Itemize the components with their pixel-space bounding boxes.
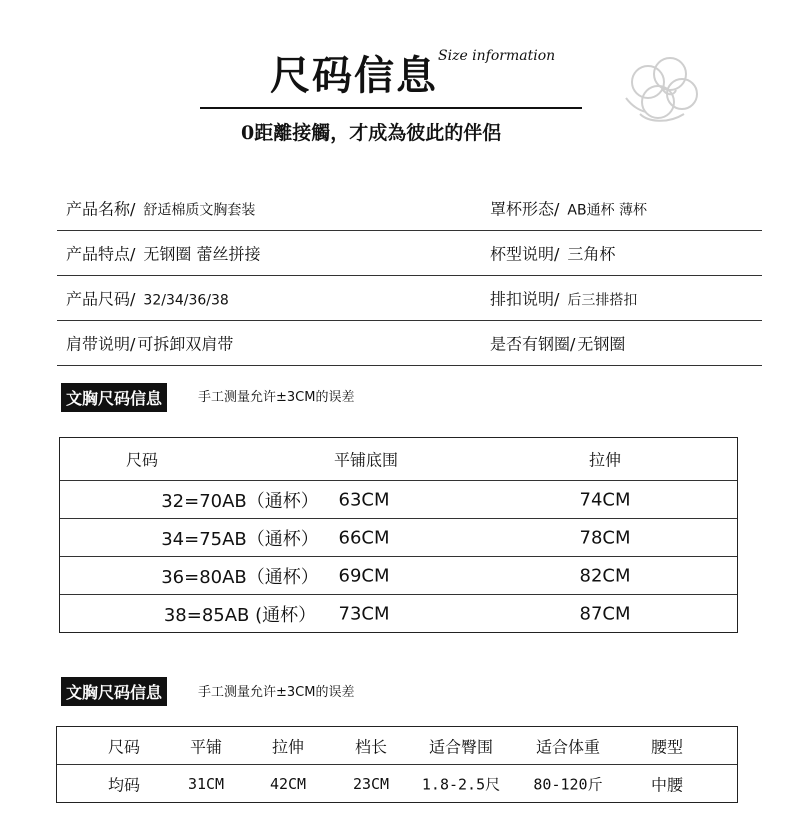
info-row	[57, 231, 762, 276]
cell-stretch: 78CM	[579, 527, 631, 548]
info-label: 罩杯形态/	[490, 199, 560, 219]
cell-stretch: 42CM	[269, 774, 307, 793]
info-value: 32/34/36/38	[143, 292, 229, 309]
slogan: 0距離接觸，才成為彼此的伴侶	[241, 122, 502, 144]
info-row	[57, 186, 762, 231]
cell-weight-fit: 80-120斤	[533, 775, 603, 793]
cell-size: 38=85AB (通杯）	[163, 604, 317, 626]
cell-flat-band: 69CM	[338, 565, 390, 586]
product-info-table	[57, 186, 762, 366]
section-label: 文胸尺码信息	[61, 383, 167, 412]
info-value: 无钢圈 蕾丝拼接	[143, 244, 261, 264]
info-value: 三角杯	[567, 244, 616, 264]
cell-flat: 31CM	[187, 774, 225, 793]
cell-flat-band: 63CM	[338, 489, 390, 510]
info-left	[66, 197, 255, 220]
info-label: 产品名称/	[66, 199, 136, 219]
cell-waist-type: 中腰	[650, 775, 684, 794]
info-value: 无钢圈	[577, 334, 626, 354]
page-subtitle-en: Size information	[438, 48, 556, 64]
info-right	[490, 332, 625, 355]
info-value: AB通杯 薄杯	[567, 202, 648, 219]
header-size: 尺码	[125, 450, 159, 470]
header-flat-band: 平铺底围	[333, 450, 399, 470]
info-value: 后三排搭扣	[567, 292, 638, 309]
info-left	[66, 332, 233, 355]
bra-size-table	[59, 437, 738, 633]
section-note: 手工测量允许±3CM的误差	[198, 685, 355, 700]
info-label: 杯型说明/	[490, 244, 560, 264]
cell-stretch: 74CM	[579, 489, 631, 510]
info-label: 是否有钢圈/	[490, 334, 576, 354]
info-label: 产品尺码/	[66, 289, 136, 309]
info-left	[66, 287, 229, 310]
header-hip-fit: 适合臀围	[428, 737, 494, 756]
table-row	[57, 764, 737, 802]
info-right	[490, 287, 637, 310]
cell-stretch: 87CM	[579, 603, 631, 624]
header-flat: 平铺	[189, 737, 223, 756]
cell-hip-fit: 1.8-2.5尺	[421, 775, 501, 793]
title-divider	[200, 107, 582, 109]
cell-size: 36=80AB（通杯）	[161, 566, 319, 588]
info-label: 排扣说明/	[490, 289, 560, 309]
table-row	[60, 519, 737, 557]
page-title: 尺码信息	[270, 53, 438, 99]
cell-flat-band: 66CM	[338, 527, 390, 548]
table-row	[60, 481, 737, 519]
info-label: 产品特点/	[66, 244, 136, 264]
header-weight-fit: 适合体重	[535, 737, 601, 756]
cell-crotch-length: 23CM	[352, 774, 390, 793]
header-crotch-length: 档长	[354, 737, 388, 756]
info-right	[490, 242, 615, 265]
cell-size: 32=70AB（通杯）	[161, 490, 319, 512]
header-waist-type: 腰型	[650, 737, 684, 756]
table-header-row	[57, 727, 737, 764]
info-row	[57, 321, 762, 366]
table-header-row	[60, 438, 737, 481]
cell-stretch: 82CM	[579, 565, 631, 586]
panty-size-table	[56, 726, 738, 803]
cell-size: 34=75AB（通杯）	[161, 528, 319, 550]
cotton-flower-icon	[618, 52, 710, 128]
header-size: 尺码	[107, 737, 141, 756]
info-left	[66, 242, 261, 265]
table-row	[60, 557, 737, 595]
header-stretch: 拉伸	[271, 737, 305, 756]
section-label: 文胸尺码信息	[61, 677, 167, 706]
info-value: 舒适棉质文胸套装	[143, 202, 256, 219]
section-note: 手工测量允许±3CM的误差	[198, 390, 355, 405]
info-label: 肩带说明/	[66, 334, 136, 354]
info-row	[57, 276, 762, 321]
table-row	[60, 595, 737, 632]
cell-flat-band: 73CM	[338, 603, 390, 624]
cell-size: 均码	[107, 775, 141, 794]
info-right	[490, 197, 647, 220]
info-value: 可拆卸双肩带	[137, 334, 234, 354]
header-stretch: 拉伸	[588, 450, 622, 470]
